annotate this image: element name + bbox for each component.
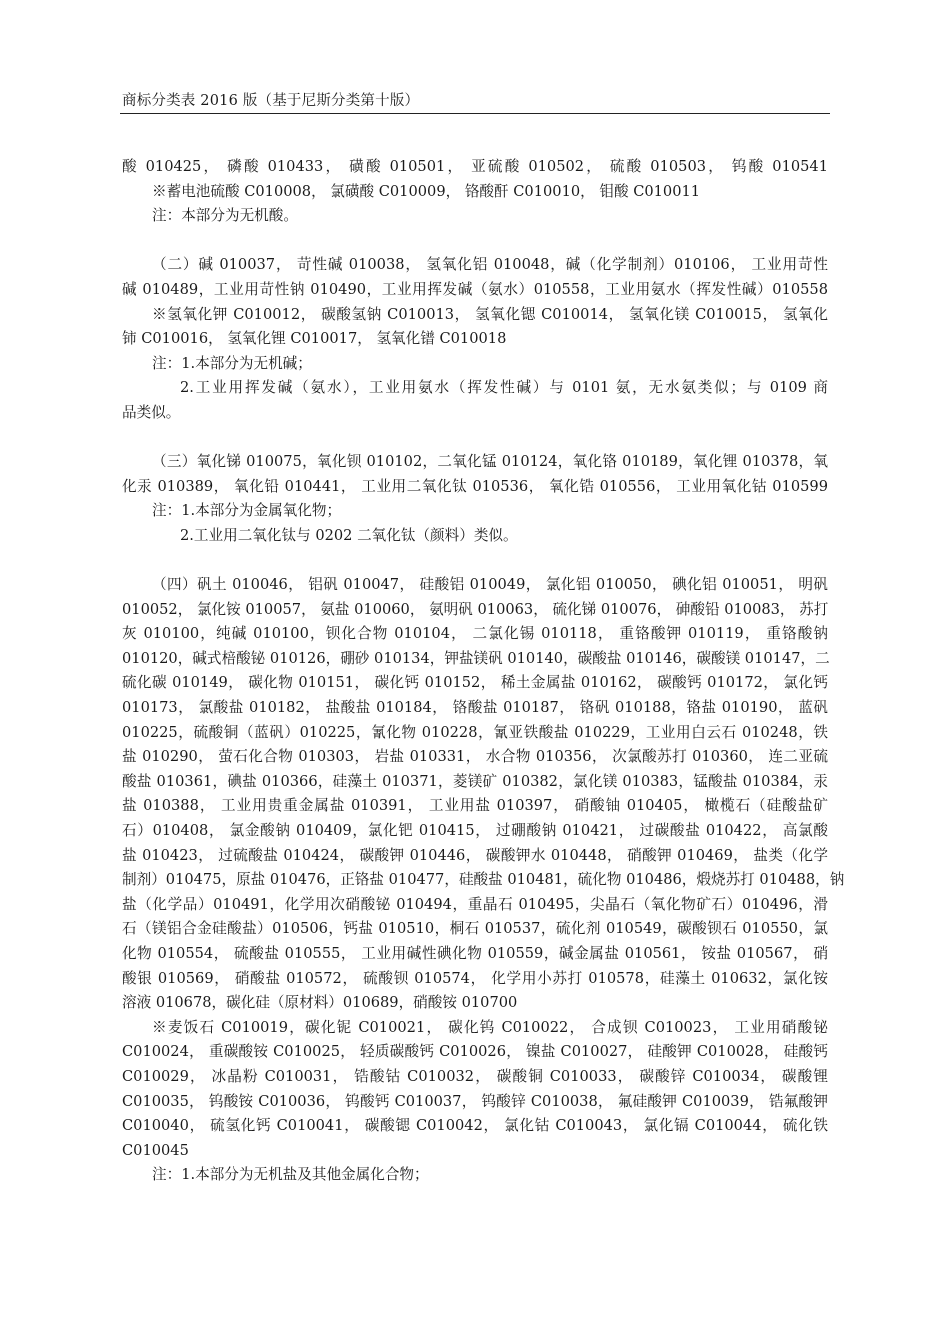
text-line: 010173， 氯酸盐 010182， 盐酸盐 010184， 铬酸盐 010187， 铬矾 010188，铬盐 010190， 蓝矾 bbox=[122, 699, 828, 717]
acids-section bbox=[122, 155, 828, 229]
supplement-line: ※麦饭石 C010019，碳化铌 C010021， 碳化钨 C010022， 合成钡 C010023， 工业用硝酸铋 bbox=[152, 1018, 828, 1036]
supplement-line: C010024， 重碳酸铵 C010025， 轻质碳酸钙 C010026， 镍盐 C010027， 硅酸钾 C010028， 硅酸钙 bbox=[122, 1043, 828, 1061]
note-line: 注：1.本部分为无机盐及其他金属化合物； bbox=[152, 1166, 429, 1184]
text-line: 制剂）010475，原盐 010476，正铬盐 010477，硅酸盐 010481，硫化物 010486，煅烧苏打 010488，钠 bbox=[122, 871, 845, 889]
note-line: 注：本部分为无机酸。 bbox=[152, 207, 298, 225]
oxides-section bbox=[122, 450, 828, 548]
text-line: 盐 010423， 过硫酸盐 010424， 碳酸钾 010446， 碳酸钾水 010448， 硝酸钾 010469， 盐类（化学 bbox=[122, 846, 828, 864]
note-line: 品类似。 bbox=[122, 403, 181, 421]
note-line: 注：1.本部分为无机碱； bbox=[152, 354, 312, 372]
text-line: 碱 010489，工业用苛性钠 010490，工业用挥发碱（氨水）010558，工业用氨水（挥发性碱）010558 bbox=[122, 280, 828, 298]
note-line: 注：1.本部分为金属氧化物； bbox=[152, 502, 342, 520]
paragraph-gap bbox=[122, 426, 828, 451]
text-line: 溶液 010678，碳化硅（原材料）010689，硝酸铵 010700 bbox=[122, 994, 518, 1012]
text-line: 010120，碱式棓酸铋 010126，硼砂 010134，钾盐镁矾 010140，碳酸盐 010146，碳酸镁 010147，二 bbox=[122, 649, 830, 667]
supplement-line: C010040， 硫氢化钙 C010041， 碳酸锶 C010042， 氯化钴 C010043， 氯化镉 C010044， 硫化铁 bbox=[122, 1117, 828, 1135]
text-line: 盐（化学品）010491，化学用次硝酸铋 010494，重晶石 010495，尖晶石（氧化物矿石）010496，滑 bbox=[122, 895, 828, 913]
supplement-line: C010045 bbox=[122, 1141, 189, 1159]
supplement-line: ※蓄电池硫酸 C010008， 氯磺酸 C010009， 铬酸酐 C010010， 钼酸 C010011 bbox=[152, 182, 701, 200]
bases-section bbox=[122, 253, 828, 425]
text-line: 灰 010100，纯碱 010100，钡化合物 010104， 二氯化锡 010118， 重铬酸钾 010119， 重铬酸钠 bbox=[122, 625, 828, 643]
text-line: 石）010408， 氯金酸钠 010409，氯化钯 010415， 过硼酸钠 010421， 过碳酸盐 010422， 高氯酸 bbox=[122, 822, 828, 840]
text-line: 石（镁铝合金硅酸盐）010506，钙盐 010510，桐石 010537，硫化剂 010549，碳酸钡石 010550，氯 bbox=[122, 920, 828, 938]
text-line: （四）矾土 010046， 铝矾 010047， 硅酸铝 010049， 氯化铝 010050， 碘化铝 010051， 明矾 bbox=[152, 576, 828, 594]
paragraph-gap bbox=[122, 229, 828, 254]
note-line: 2.工业用挥发碱（氨水），工业用氨水（挥发性碱）与 0101 氨，无水氨类似；与 0109 商 bbox=[180, 379, 828, 397]
supplement-line: 铈 C010016， 氢氧化锂 C010017， 氢氧化镨 C010018 bbox=[122, 330, 507, 348]
document-body bbox=[122, 155, 845, 1188]
text-line: 化物 010554， 硫酸盐 010555， 工业用碱性碘化物 010559，碱金属盐 010561， 铵盐 010567， 硝 bbox=[122, 945, 828, 962]
text-line: （二）碱 010037， 苛性碱 010038， 氢氧化铝 010048，碱（化学制剂）010106， 工业用苛性 bbox=[152, 256, 828, 274]
text-line: 酸银 010569， 硝酸盐 010572， 硫酸钡 010574， 化学用小苏打 010578，硅藻土 010632，氯化铵 bbox=[122, 969, 828, 987]
text-line: 化汞 010389， 氧化铅 010441， 工业用二氧化钛 010536， 氧化锆 010556， 工业用氧化钴 010599 bbox=[122, 477, 828, 495]
text-line: （三）氧化锑 010075，氧化钡 010102，二氧化锰 010124，氧化铬 010189，氧化锂 010378，氧 bbox=[152, 453, 828, 471]
supplement-line: C010035， 钨酸铵 C010036， 钨酸钙 C010037， 钨酸锌 C010038， 氟硅酸钾 C010039， 锆氟酸钾 bbox=[122, 1092, 828, 1110]
text-line: 盐 010290， 萤石化合物 010303， 岩盐 010331， 水合物 010356， 次氯酸苏打 010360， 连二亚硫 bbox=[122, 748, 828, 766]
salts-section bbox=[122, 573, 845, 1188]
paragraph-gap bbox=[122, 549, 828, 574]
supplement-line: ※氢氧化钾 C010012， 碳酸氢钠 C010013， 氢氧化锶 C010014， 氢氧化镁 C010015， 氢氧化 bbox=[152, 305, 828, 323]
text-line: 酸盐 010361，碘盐 010366，硅藻土 010371，菱镁矿 010382，氯化镁 010383，锰酸盐 010384，汞 bbox=[122, 772, 828, 790]
text-line: 酸 010425， 磷酸 010433， 磺酸 010501， 亚硫酸 010502， 硫酸 010503， 钨酸 010541 bbox=[122, 158, 828, 175]
text-line: 盐 010388， 工业用贵重金属盐 010391， 工业用盐 010397， 硝酸铀 010405， 橄榄石（硅酸盐矿 bbox=[122, 797, 828, 815]
text-line: 010052， 氯化铵 010057， 氨盐 010060， 氨明矾 010063， 硫化锑 010076， 砷酸铅 010083， 苏打 bbox=[122, 600, 829, 618]
note-line: 2.工业用二氧化钛与 0202 二氧化钛（颜料）类似。 bbox=[180, 526, 518, 544]
supplement-line: C010029， 冰晶粉 C010031， 锆酸钴 C010032， 碳酸铜 C010033， 碳酸锌 C010034， 碳酸锂 bbox=[122, 1067, 828, 1085]
text-line: 硫化碳 010149， 碳化物 010151， 碳化钙 010152， 稀土金属盐 010162， 碳酸钙 010172， 氯化钙 bbox=[122, 674, 828, 692]
header-rule bbox=[120, 113, 830, 114]
page-header: 商标分类表 2016 版（基于尼斯分类第十版） bbox=[122, 93, 420, 109]
text-line: 010225，硫酸铜（蓝矾）010225，氰化物 010228，氰亚铁酸盐 010229，工业用白云石 010248，铁 bbox=[122, 723, 828, 741]
